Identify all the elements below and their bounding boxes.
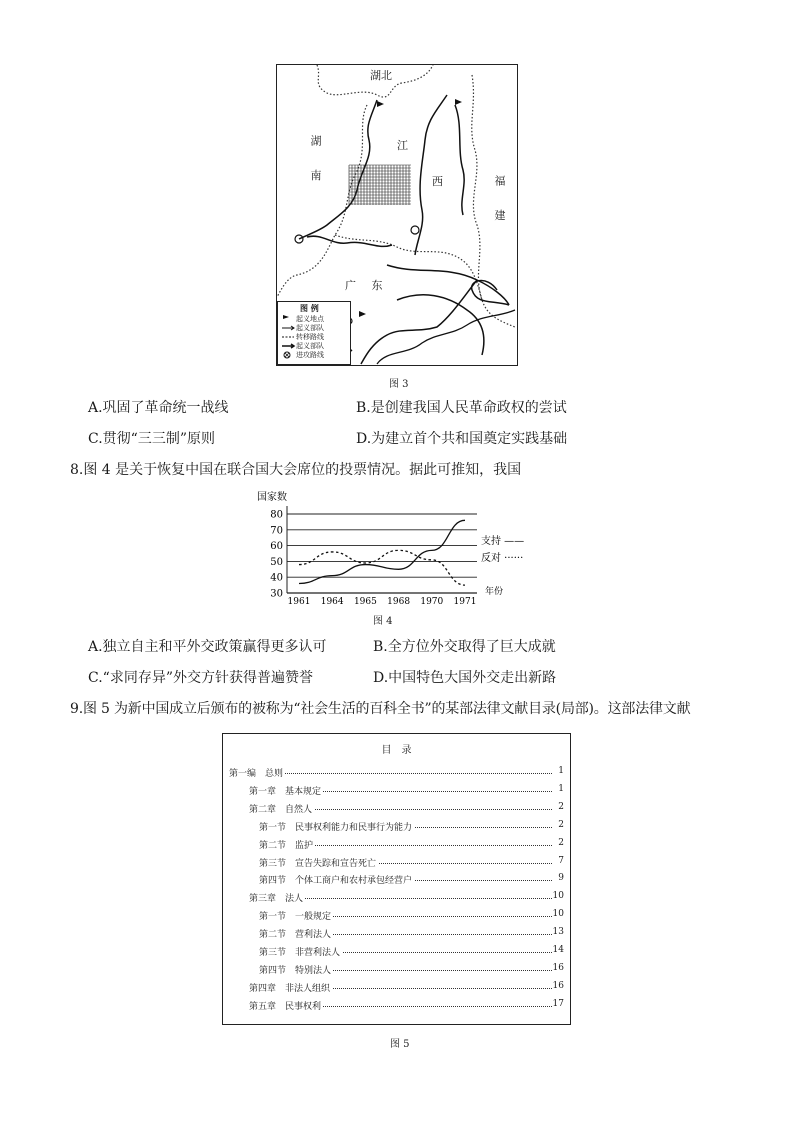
q7-option-c[interactable]: C.贯彻“三三制”原则 [88,431,215,447]
q8-option-c[interactable]: C.“求同存异”外交方针获得普遍赞誉 [88,670,313,686]
toc-entry-page: 7 [558,855,564,866]
toc-row [223,873,570,889]
map-label-fujian: 福 建 [493,175,506,231]
figure-3-caption: 图 3 [389,379,409,390]
toc-row [223,838,570,854]
toc-leader-dots [279,845,552,846]
toc-entry-page: 14 [552,945,564,955]
figure-5-caption: 图 5 [390,1039,410,1050]
toc-entry-page: 2 [558,837,564,848]
chart-x-label: 年份 [485,587,504,597]
toc-row [223,802,570,818]
legend-item: 进攻路线 [296,351,324,359]
chart-x-tick: 1971 [453,597,477,607]
chart-legend-entry: 反对 ······ [481,553,524,564]
toc-entry-label: 第一节 民事权利能力和民事行为能力 [259,820,414,833]
chart-x-tick: 1968 [387,597,411,607]
chart-series-oppose [299,550,465,585]
toc-entry-label: 第四章 非法人组织 [249,981,332,994]
chart-y-tick: 40 [270,572,283,584]
toc-row [223,891,570,907]
legend-item: 起义地点 [296,315,324,323]
chart-y-label: 国家数 [257,492,287,503]
toc-entry-page: 2 [558,819,564,830]
toc-entry-label: 第三章 法人 [249,891,305,904]
toc-entry-page: 17 [552,998,564,1009]
toc-entry-label: 第三节 非营利法人 [259,945,342,958]
toc-entry-label: 第五章 民事权利 [249,999,323,1012]
map-label-xi: 西 [432,175,443,188]
chart-x-tick: 1970 [420,597,444,607]
flag-icon [283,315,289,322]
toc-entry-page: 16 [552,962,564,973]
chart-y-tick: 30 [270,588,283,600]
arrow-icon [282,344,294,348]
toc-entry-page: 1 [558,783,564,794]
table-of-contents [222,733,571,1025]
chart-y-tick: 50 [270,556,283,568]
toc-entry-page: 10 [552,891,564,902]
figure-4-caption: 图 4 [373,616,393,627]
q9-stem: 9.图 5 为新中国成立后颁布的被称为“社会生活的百科全书”的某部法律文献目录(局部)。这部法律文献 [70,701,691,717]
chart-x-tick: 1965 [353,597,377,607]
toc-row [223,963,570,979]
chart-legend-entry: 支持 —— [481,536,525,547]
toc-row [223,945,570,961]
toc-entry-label: 第四节 特别法人 [259,963,333,976]
legend-item: 起义部队 [296,342,324,350]
chart-y-tick: 60 [270,541,283,553]
vote-chart [255,487,525,607]
toc-leader-dots [269,898,552,899]
toc-row [223,999,570,1015]
toc-row [223,820,570,836]
toc-entry-label: 第三节 宣告失踪和宣告死亡 [259,856,378,869]
toc-entry-label: 第一编 总则 [229,766,285,779]
toc-row [223,856,570,872]
toc-entry-label: 第四节 个体工商户和农村承包经营户 [259,873,414,886]
toc-entry-label: 第二章 自然人 [249,802,314,815]
chart-y-tick: 70 [270,525,283,537]
toc-row [223,981,570,997]
chart-x-tick: 1964 [320,597,344,607]
toc-row [223,909,570,925]
q7-option-b[interactable]: B.是创建我国人民革命政权的尝试 [356,400,567,416]
toc-row [223,766,570,782]
uprising-map [276,64,518,366]
chart-x-tick: 1961 [287,597,311,607]
toc-entry-page: 10 [552,909,564,920]
legend-item: 转移路线 [296,333,324,341]
toc-entry-page: 13 [552,927,564,938]
toc-entry-label: 第二节 营利法人 [259,927,333,940]
map-label-hunan: 湖 南 [309,135,322,191]
chart-y-tick: 80 [270,509,283,521]
q8-option-b[interactable]: B.全方位外交取得了巨大成就 [373,639,556,655]
map-legend [277,301,351,365]
q7-option-a[interactable]: A.巩固了革命统一战线 [88,400,229,416]
map-label-jiang: 江 [397,139,408,152]
toc-entry-page: 9 [558,873,564,884]
q8-stem: 8.图 4 是关于恢复中国在联合国大会席位的投票情况。据此可推知，我国 [70,462,522,478]
toc-row [223,784,570,800]
toc-row [223,927,570,943]
toc-entry-label: 第一节 一般规定 [259,909,333,922]
toc-entry-page: 2 [558,801,564,812]
arrow-icon [282,326,294,330]
map-label-guangdong: 广 东 [345,279,389,292]
legend-symbols [280,314,296,364]
q7-option-d[interactable]: D.为建立首个共和国奠定实践基础 [356,431,568,447]
toc-leader-dots [249,773,552,774]
q8-option-a[interactable]: A.独立自主和平外交政策赢得更多认可 [88,639,327,655]
toc-entry-page: 16 [552,980,564,991]
toc-entry-page: 1 [558,766,564,776]
toc-entry-label: 第二节 监护 [259,838,315,851]
legend-title: 图 例 [300,303,319,313]
q8-option-d[interactable]: D.中国特色大国外交走出新路 [373,670,557,686]
toc-title: 目 录 [381,745,412,756]
map-label-hubei: 湖北 [370,69,392,82]
legend-item: 起义部队 [296,324,324,332]
toc-entry-label: 第一章 基本规定 [249,784,323,797]
